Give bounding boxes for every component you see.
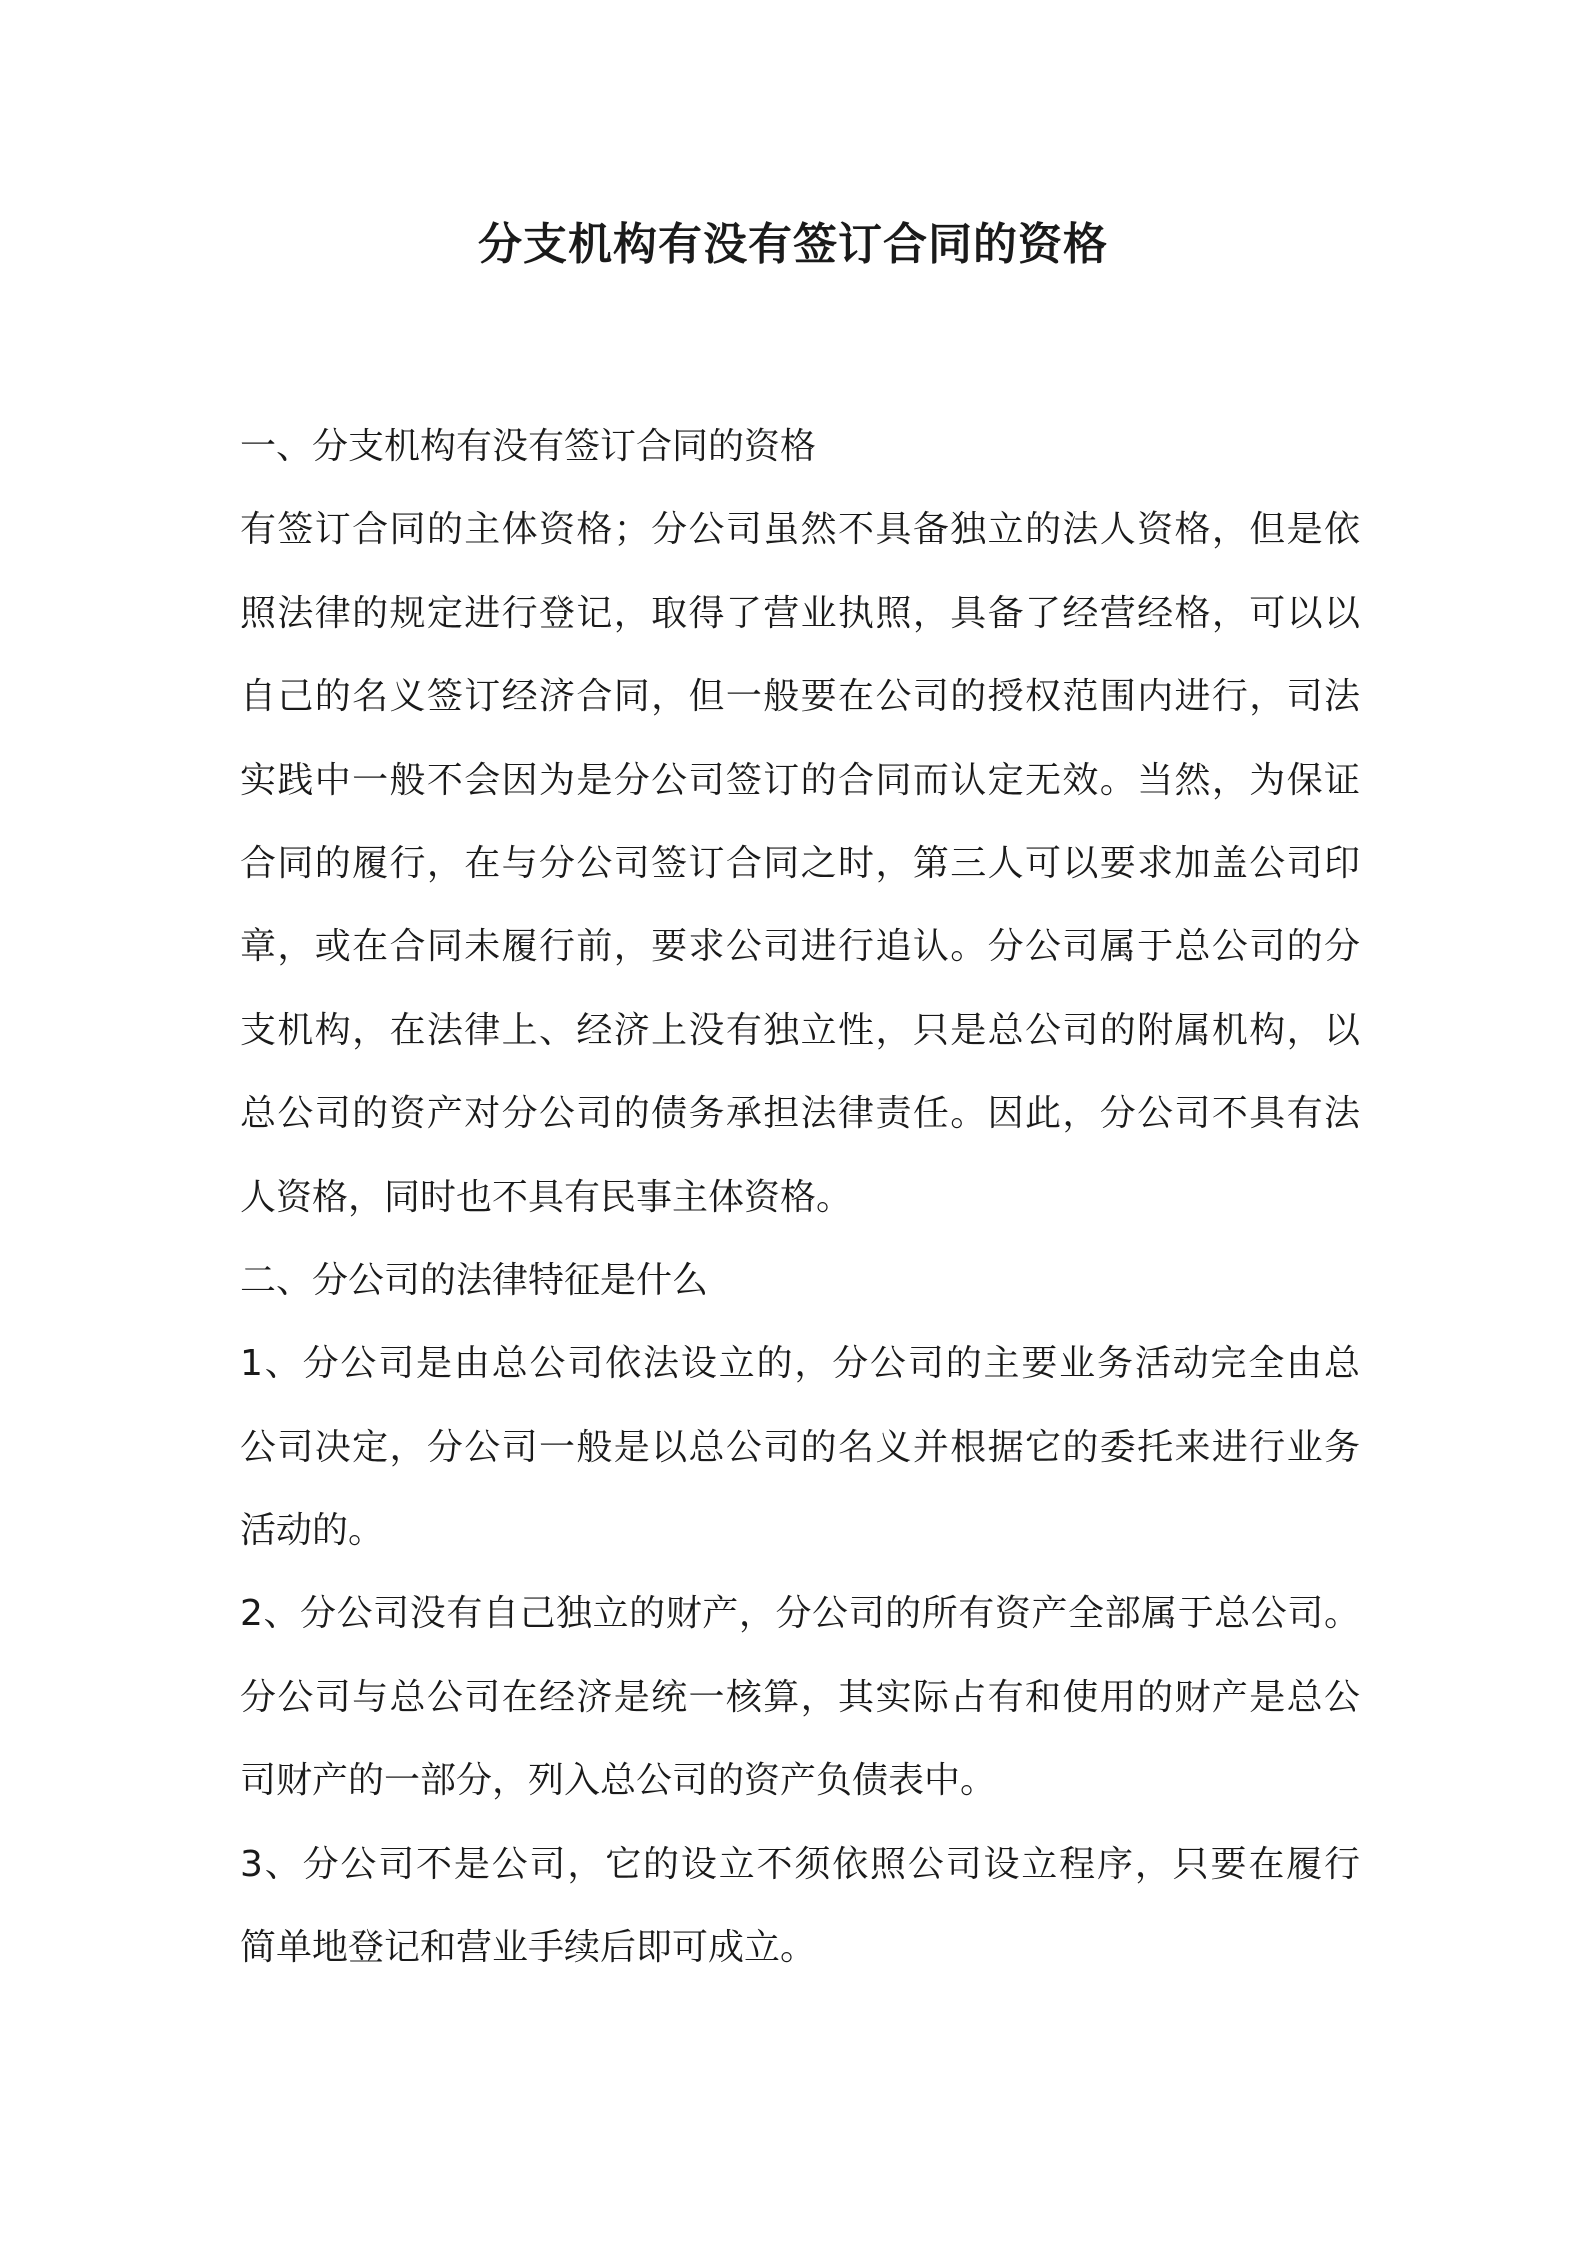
- text-line: 2、分公司没有自己独立的财产，分公司的所有资产全部属于总公司。: [240, 1593, 1360, 1635]
- text-line: 简单地登记和营业手续后即可成立。: [240, 1927, 817, 1969]
- text-line: 章，或在合同未履行前，要求公司进行追认。分公司属于总公司的分: [240, 926, 1360, 968]
- text-line: 一、分支机构有没有签订合同的资格: [240, 426, 817, 467]
- text-line: 支机构，在法律上、经济上没有独立性，只是总公司的附属机构，以: [240, 1009, 1360, 1051]
- text-line: 有签订合同的主体资格；分公司虽然不具备独立的法人资格，但是依: [240, 509, 1360, 551]
- text-line: 总公司的资产对分公司的债务承担法律责任。因此，分公司不具有法: [240, 1093, 1360, 1135]
- text-line: 分公司与总公司在经济是统一核算，其实际占有和使用的财产是总公: [240, 1676, 1360, 1718]
- text-line: 自己的名义签订经济合同，但一般要在公司的授权范围内进行，司法: [240, 676, 1360, 718]
- text-line: 实践中一般不会因为是分公司签订的合同而认定无效。当然，为保证: [240, 759, 1360, 801]
- text-line: 活动的。: [240, 1510, 385, 1552]
- document-body: [240, 405, 1360, 1989]
- document-title: 分支机构有没有签订合同的资格: [478, 219, 1108, 270]
- text-line: 照法律的规定进行登记，取得了营业执照，具备了经营经格，可以以: [240, 592, 1360, 634]
- text-line: 1、分公司是由总公司依法设立的，分公司的主要业务活动完全由总: [240, 1343, 1360, 1385]
- text-line: 合同的履行，在与分公司签订合同之时，第三人可以要求加盖公司印: [240, 842, 1360, 884]
- text-line: 司财产的一部分，列入总公司的资产负债表中。: [240, 1760, 997, 1802]
- text-line: 二、分公司的法律特征是什么: [240, 1259, 709, 1301]
- text-line: 人资格，同时也不具有民事主体资格。: [240, 1176, 853, 1218]
- text-line: 3、分公司不是公司，它的设立不须依照公司设立程序，只要在履行: [240, 1843, 1360, 1885]
- text-line: 公司决定，分公司一般是以总公司的名义并根据它的委托来进行业务: [240, 1426, 1360, 1468]
